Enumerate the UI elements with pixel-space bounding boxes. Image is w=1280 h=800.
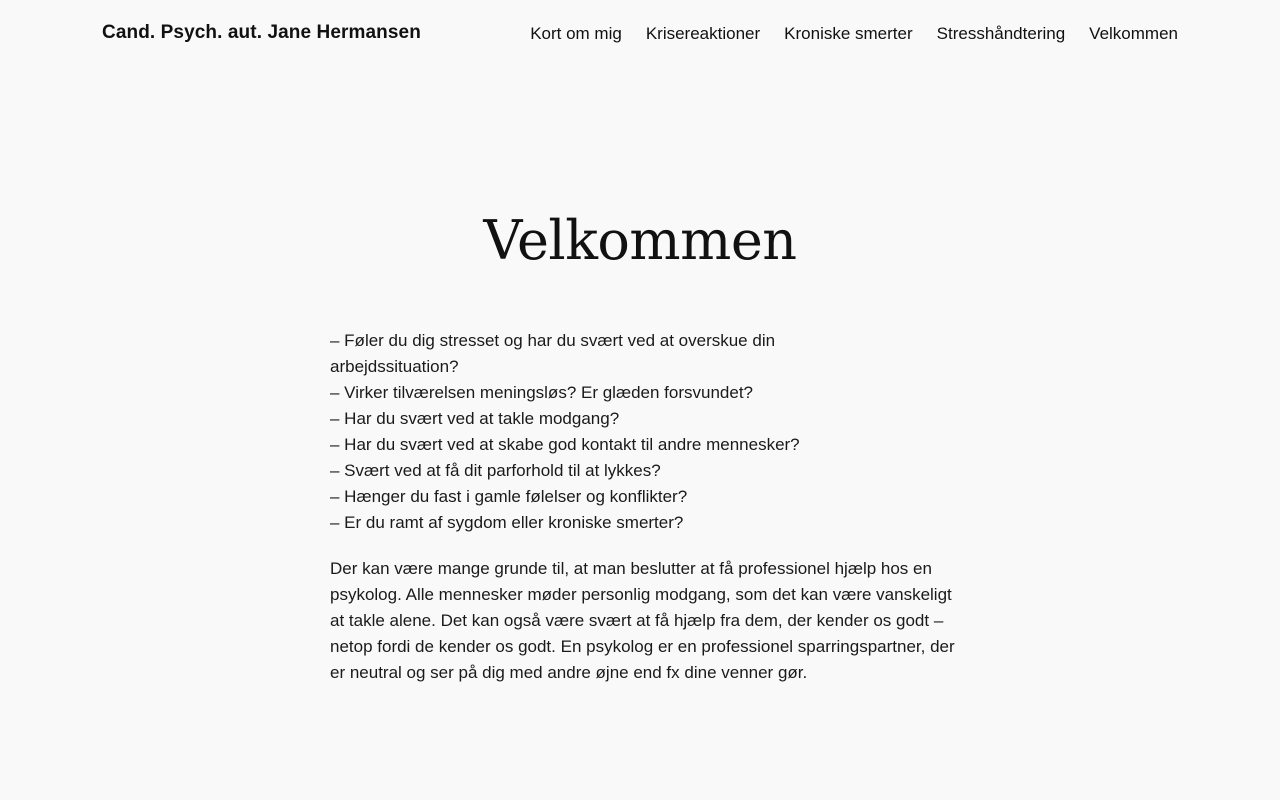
intro-paragraph: Der kan være mange grunde til, at man beslutter at få professionel hjælp hos en psykolog. Alle mennesker møder personlig modgang, som det kan være vanskeligt at takle alene. Det kan også være svært at få hjælp fra dem, der kender os godt – netop fordi de kender os godt. En psykolog er en professionel sparringspartner, der er neutral og ser på dig med andre øjne end fx dine venner gør.	[330, 559, 955, 682]
question-line: – Føler du dig stresset og har du svært ved at overskue din arbejdssituation?	[330, 331, 776, 376]
site-title-link[interactable]: Cand. Psych. aut. Jane Hermansen	[102, 22, 421, 43]
question-line: – Virker tilværelsen meningsløs? Er glæden forsvundet?	[330, 383, 753, 402]
question-line: – Har du svært ved at skabe god kontakt til andre mennesker?	[330, 435, 800, 454]
nav-item-velkommen[interactable]: Velkommen	[1089, 24, 1178, 43]
nav-item-kroniske-smerter[interactable]: Kroniske smerter	[784, 24, 913, 43]
main-navigation	[530, 24, 1178, 44]
nav-item-krisereaktioner[interactable]: Krisereaktioner	[645, 24, 761, 43]
question-line: – Har du svært ved at takle modgang?	[330, 409, 620, 428]
question-line: – Hænger du fast i gamle følelser og konflikter?	[330, 487, 688, 506]
page-title: Velkommen	[483, 209, 797, 272]
question-list	[330, 328, 820, 536]
content-body	[330, 328, 955, 706]
question-line: – Svært ved at få dit parforhold til at lykkes?	[330, 461, 661, 480]
site-header	[0, 0, 1280, 70]
nav-item-stresshaandtering[interactable]: Stresshåndtering	[936, 24, 1066, 43]
nav-item-kort-om-mig[interactable]: Kort om mig	[530, 24, 622, 43]
question-line: – Er du ramt af sygdom eller kroniske smerter?	[330, 513, 684, 532]
